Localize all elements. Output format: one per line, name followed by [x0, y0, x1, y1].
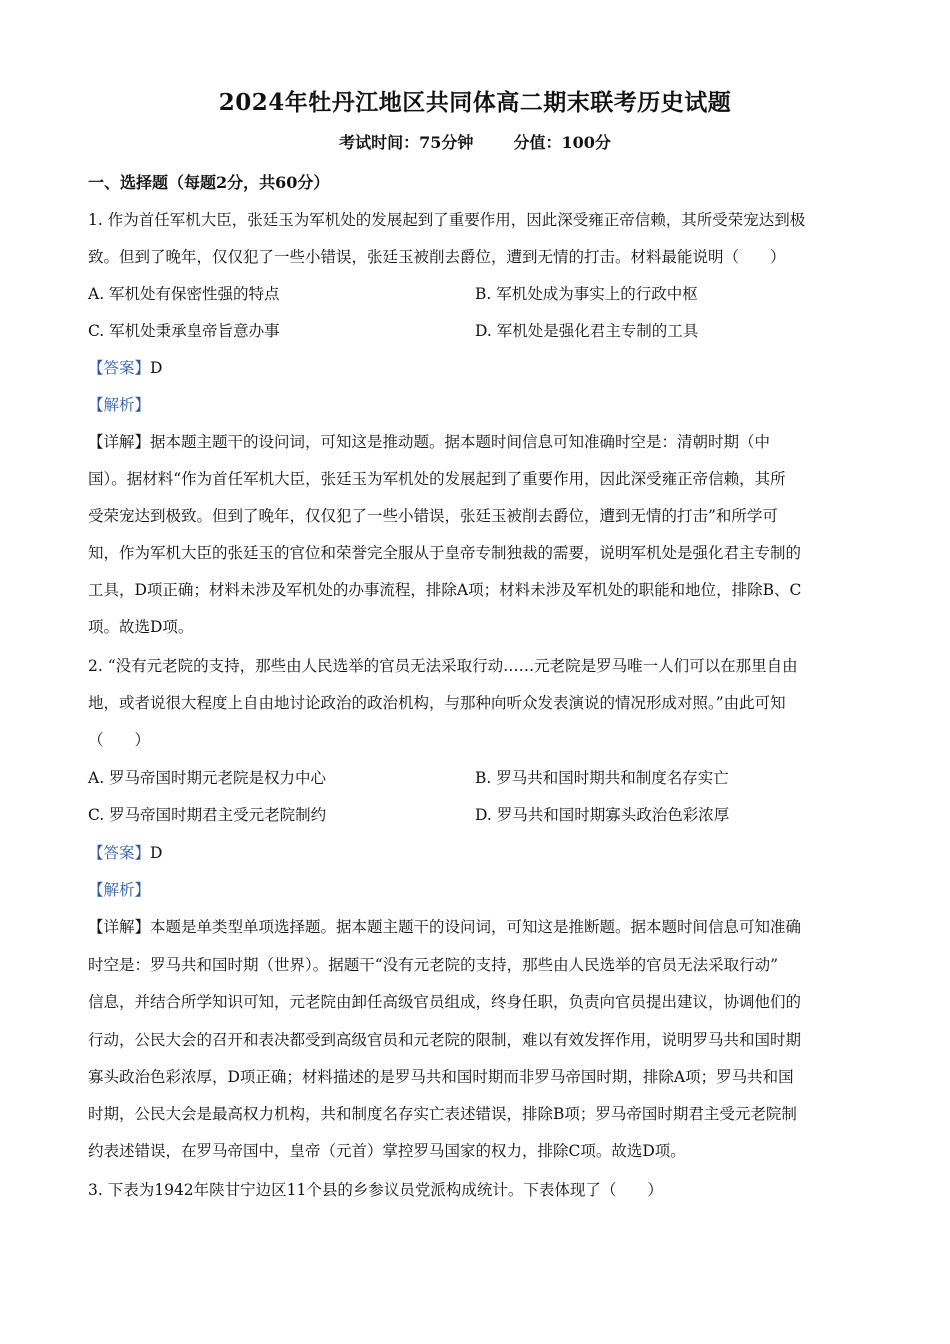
q2-option-d: D. 罗马共和国时期寡头政治色彩浓厚	[475, 806, 730, 824]
q1-stem-line: 1. 作为首任军机大臣，张廷玉为军机处的发展起到了重要作用，因此深受雍正帝信赖，其所受荣宠达到极	[88, 211, 806, 229]
q1-detail-line: 受荣宠达到极致。但到了晚年，仅仅犯了一些小错误，张廷玉被削去爵位，遭到无情的打击”和所学可	[88, 507, 778, 525]
q2-detail-line: 时期，公民大会是最高权力机构，共和制度名存实亡表述错误，排除B项；罗马帝国时期君主受元老院制	[88, 1105, 797, 1123]
page-title: 2024年牡丹江地区共同体高二期末联考历史试题	[218, 89, 732, 116]
answer-label: 【答案】	[88, 359, 151, 377]
q2-answer	[88, 841, 162, 863]
q2-detail-text: 本题是单类型单项选择题。据本题主题干的设问词，可知这是推断题。据本题时间信息可知准确	[150, 918, 802, 936]
q1-detail-text: 据本题主题干的设问词，可知这是推动题。据本题时间信息可知准确时空是：清朝时期（中	[150, 433, 771, 451]
q1-stem-line: 致。但到了晚年，仅仅犯了一些小错误，张廷玉被削去爵位，遭到无情的打击。材料最能说明（ ）	[88, 248, 786, 266]
q1-option-a: A. 军机处有保密性强的特点	[88, 285, 280, 303]
q1-answer-value: D	[150, 359, 163, 377]
q1-answer	[88, 356, 162, 378]
q1-detail-line: 项。故选D项。	[88, 618, 194, 636]
q2-detail-line: 约表述错误，在罗马帝国中，皇帝（元首）掌控罗马国家的权力，排除C项。故选D项。	[88, 1142, 686, 1160]
q1-detail-line: 知，作为军机大臣的张廷玉的官位和荣誉完全服从于皇帝专制独裁的需要，说明军机处是强化君主专制的	[88, 544, 802, 562]
q3-stem-line: 3. 下表为1942年陕甘宁边区11个县的乡参议员党派构成统计。下表体现了（ ）	[88, 1181, 663, 1199]
q2-detail-line: 信息，并结合所学知识可知，元老院由卸任高级官员组成，终身任职，负责向官员提出建议，协调他们的	[88, 993, 802, 1011]
q1-analysis-label: 【解析】	[88, 396, 151, 414]
detail-label: 【详解】	[88, 433, 151, 451]
exam-score: 分值：100分	[513, 133, 611, 152]
q2-option-a: A. 罗马帝国时期元老院是权力中心	[88, 769, 327, 787]
q2-detail-line: 寡头政治色彩浓厚，D项正确；材料描述的是罗马共和国时期而非罗马帝国时期，排除A项；罗马共和国	[88, 1068, 794, 1086]
q2-analysis-label: 【解析】	[88, 881, 151, 899]
exam-info	[0, 130, 950, 153]
q2-detail-line: 时空是：罗马共和国时期（世界）。据题干“没有元老院的支持，那些由人民选举的官员无法采取行动”	[88, 956, 779, 974]
q2-stem-line: 2. “没有元老院的支持，那些由人民选举的官员无法采取行动……元老院是罗马唯一人们可以在那里自由	[88, 657, 798, 675]
q2-detail-line: 行动，公民大会的召开和表决都受到高级官员和元老院的限制，难以有效发挥作用，说明罗马共和国时期	[88, 1031, 802, 1049]
q2-detail-line	[88, 915, 801, 937]
q2-answer-value: D	[150, 844, 163, 862]
answer-label: 【答案】	[88, 844, 151, 862]
detail-label: 【详解】	[88, 918, 151, 936]
q1-option-b: B. 军机处成为事实上的行政中枢	[475, 285, 698, 303]
section-heading: 一、选择题（每题2分，共60分）	[88, 173, 330, 192]
q2-option-c: C. 罗马帝国时期君主受元老院制约	[88, 806, 327, 824]
q2-stem-line: （ ）	[88, 731, 151, 749]
q1-detail-line: 工具，D项正确；材料未涉及军机处的办事流程，排除A项；材料未涉及军机处的职能和地位，排除B、C	[88, 581, 802, 599]
exam-time: 考试时间：75分钟	[339, 133, 474, 152]
q1-option-d: D. 军机处是强化君主专制的工具	[475, 322, 699, 340]
q2-stem-line: 地，或者说很大程度上自由地讨论政治的政治机构，与那种向听众发表演说的情况形成对照。”由此可知	[88, 694, 786, 712]
q1-detail-line: 国）。据材料“作为首任军机大臣，张廷玉为军机处的发展起到了重要作用，因此深受雍正帝信赖，其所	[88, 470, 786, 488]
q1-option-c: C. 军机处秉承皇帝旨意办事	[88, 322, 280, 340]
q2-option-b: B. 罗马共和国时期共和制度名存实亡	[475, 769, 729, 787]
q1-detail-line	[88, 430, 770, 452]
